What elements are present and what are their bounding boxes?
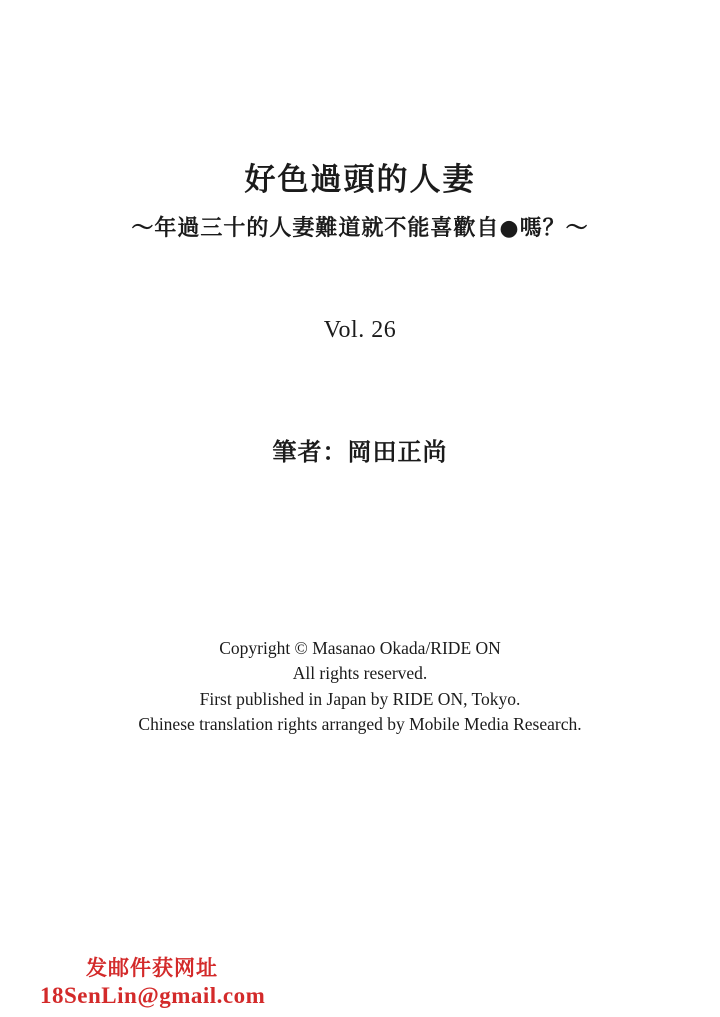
copyright-line: All rights reserved.	[292, 663, 428, 684]
watermark-line-2: 18SenLin@gmail.com	[40, 982, 266, 1008]
copyright-line: Chinese translation rights arranged by Mobile Media Research.	[138, 714, 582, 735]
author-label: 筆者：岡田正尚	[272, 438, 448, 466]
title-block	[0, 160, 720, 244]
copyright-line: Copyright © Masanao Okada/RIDE ON	[219, 638, 501, 658]
volume-label: Vol. 26	[323, 317, 397, 343]
watermark-line-1: 发邮件获网址	[86, 956, 218, 981]
watermark	[40, 956, 265, 1009]
page-subtitle: ～年過三十的人妻難道就不能喜歡自●嗎？～	[131, 216, 589, 242]
copyright-block	[0, 636, 720, 738]
page-title: 好色過頭的人妻	[244, 162, 476, 198]
copyright-line: First published in Japan by RIDE ON, Tokyo.	[199, 688, 521, 709]
